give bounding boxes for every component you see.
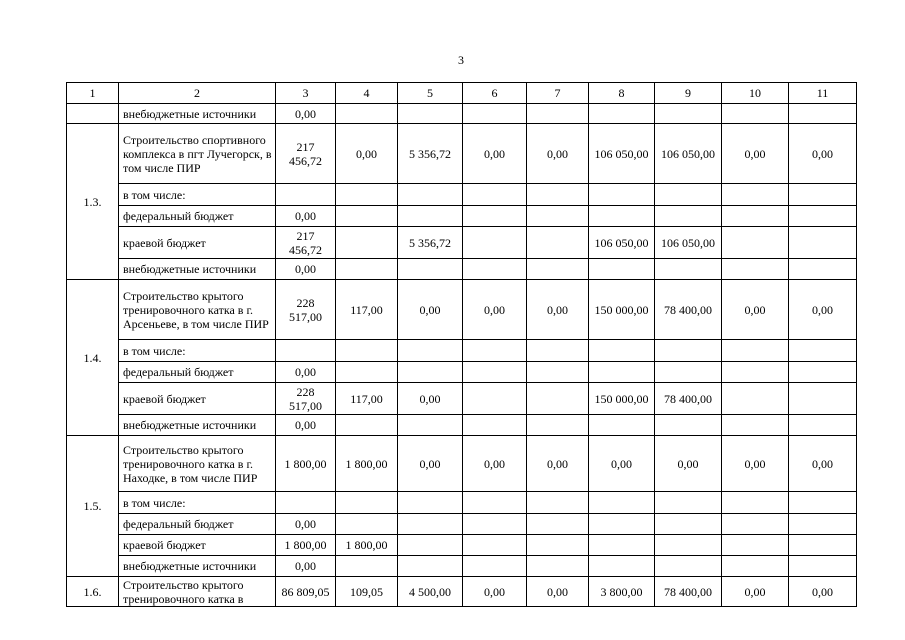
value-cell [398,362,463,383]
value-cell [398,556,463,577]
section-index: 1.6. [67,577,119,607]
value-cell: 86 809,05 [276,577,336,607]
value-cell [655,184,722,206]
value-cell [789,383,857,415]
value-cell [527,227,589,259]
value-cell: 0,00 [789,577,857,607]
value-cell [336,104,398,124]
value-cell: 78 400,00 [655,383,722,415]
value-cell: 0,00 [722,436,789,492]
value-cell [463,535,527,556]
value-cell [398,415,463,436]
funding-label: краевой бюджет [119,383,276,415]
index-cell [67,104,119,124]
value-cell: 0,00 [527,280,589,340]
value-cell [398,259,463,280]
funding-label: краевой бюджет [119,535,276,556]
value-cell: 106 050,00 [589,227,655,259]
value-cell [655,362,722,383]
value-cell: 0,00 [722,577,789,607]
section-index: 1.5. [67,436,119,577]
column-number: 2 [119,83,276,104]
value-cell [336,206,398,227]
funding-row [67,415,857,436]
value-cell: 217 456,72 [276,124,336,184]
value-cell [398,340,463,362]
value-cell [527,340,589,362]
value-cell: 0,00 [463,280,527,340]
value-cell [589,206,655,227]
value-cell [589,184,655,206]
value-cell: 150 000,00 [589,383,655,415]
column-number: 7 [527,83,589,104]
section-title-row [67,577,857,607]
including-row [67,340,857,362]
value-cell [527,535,589,556]
value-cell: 5 356,72 [398,227,463,259]
value-cell [527,415,589,436]
value-cell: 117,00 [336,280,398,340]
value-cell: 106 050,00 [655,124,722,184]
value-cell [463,104,527,124]
column-number: 6 [463,83,527,104]
value-cell [589,415,655,436]
value-cell: 78 400,00 [655,280,722,340]
value-cell: 0,00 [527,436,589,492]
value-cell [722,206,789,227]
value-cell [589,535,655,556]
value-cell [589,340,655,362]
value-cell [336,514,398,535]
value-cell: 217 456,72 [276,227,336,259]
value-cell [655,104,722,124]
value-cell [463,206,527,227]
value-cell: 0,00 [276,362,336,383]
section-index: 1.4. [67,280,119,436]
value-cell: 5 356,72 [398,124,463,184]
value-cell [527,184,589,206]
row-label: внебюджетные источники [119,104,276,124]
value-cell: 150 000,00 [589,280,655,340]
value-cell: 0,00 [722,280,789,340]
value-cell [398,535,463,556]
value-cell [655,259,722,280]
value-cell: 0,00 [398,280,463,340]
funding-row [67,535,857,556]
value-cell: 1 800,00 [276,436,336,492]
value-cell: 0,00 [722,124,789,184]
value-cell: 0,00 [276,514,336,535]
value-cell [655,556,722,577]
value-cell [589,514,655,535]
value-cell [722,415,789,436]
including-row [67,492,857,514]
value-cell [789,492,857,514]
value-cell [722,383,789,415]
section-title-row [67,436,857,492]
value-cell: 0,00 [463,436,527,492]
value-cell [463,415,527,436]
value-cell [527,383,589,415]
value-cell [589,492,655,514]
value-cell [789,514,857,535]
value-cell: 0,00 [276,556,336,577]
value-cell [336,362,398,383]
value-cell [655,492,722,514]
section-index: 1.3. [67,124,119,280]
value-cell [398,514,463,535]
column-number: 4 [336,83,398,104]
value-cell [789,184,857,206]
value-cell [527,492,589,514]
section-title: Строительство крытого тренировочного катка в [119,577,276,607]
funding-row [67,514,857,535]
value-cell [463,340,527,362]
value-cell [589,556,655,577]
value-cell: 0,00 [276,206,336,227]
funding-row [67,556,857,577]
value-cell [789,206,857,227]
value-cell: 0,00 [398,436,463,492]
value-cell [722,535,789,556]
section-title: Строительство крытого тренировочного катка в г. Находке, в том числе ПИР [119,436,276,492]
value-cell [463,514,527,535]
value-cell: 0,00 [463,577,527,607]
value-cell: 228 517,00 [276,383,336,415]
column-number-row [67,83,857,104]
value-cell: 109,05 [336,577,398,607]
funding-row [67,259,857,280]
page-number: 3 [458,53,464,67]
value-cell [336,492,398,514]
column-number: 10 [722,83,789,104]
value-cell [789,104,857,124]
value-cell [527,206,589,227]
value-cell: 0,00 [789,280,857,340]
value-cell: 0,00 [589,436,655,492]
value-cell [463,492,527,514]
section-title: Строительство спортивного комплекса в пгт Лучегорск, в том числе ПИР [119,124,276,184]
value-cell [789,227,857,259]
column-number: 8 [589,83,655,104]
value-cell [722,362,789,383]
column-number: 1 [67,83,119,104]
funding-row [67,206,857,227]
value-cell [789,259,857,280]
value-cell: 1 800,00 [276,535,336,556]
value-cell: 0,00 [276,415,336,436]
value-cell [789,362,857,383]
value-cell [336,556,398,577]
value-cell [527,556,589,577]
funding-label: федеральный бюджет [119,362,276,383]
including-row [67,184,857,206]
value-cell [463,556,527,577]
value-cell: 3 800,00 [589,577,655,607]
including-label: в том числе: [119,492,276,514]
carryover-row [67,104,857,124]
value-cell [527,362,589,383]
value-cell [527,259,589,280]
column-number: 3 [276,83,336,104]
value-cell [276,492,336,514]
value-cell: 0,00 [655,436,722,492]
value-cell [398,184,463,206]
value-cell [722,556,789,577]
section-title-row [67,280,857,340]
value-cell [336,259,398,280]
value-cell: 0,00 [276,259,336,280]
value-cell [722,184,789,206]
value-cell: 228 517,00 [276,280,336,340]
value-cell [463,227,527,259]
value-cell [398,206,463,227]
value-cell [655,340,722,362]
value-cell [655,415,722,436]
section-title-row [67,124,857,184]
value-cell [789,556,857,577]
funding-row [67,362,857,383]
value-cell: 78 400,00 [655,577,722,607]
value-cell [463,383,527,415]
funding-label: краевой бюджет [119,227,276,259]
value-cell [722,104,789,124]
value-cell: 0,00 [527,124,589,184]
budget-table [66,82,857,607]
value-cell [336,184,398,206]
value-cell: 0,00 [336,124,398,184]
funding-row [67,227,857,259]
including-label: в том числе: [119,340,276,362]
value-cell [527,104,589,124]
funding-label: федеральный бюджет [119,206,276,227]
value-cell: 0,00 [276,104,336,124]
value-cell [463,259,527,280]
value-cell [589,104,655,124]
funding-label: федеральный бюджет [119,514,276,535]
including-label: в том числе: [119,184,276,206]
column-number: 5 [398,83,463,104]
value-cell [722,514,789,535]
value-cell: 117,00 [336,383,398,415]
value-cell [463,362,527,383]
value-cell: 0,00 [398,383,463,415]
value-cell [789,535,857,556]
value-cell [527,514,589,535]
value-cell [336,227,398,259]
value-cell [398,492,463,514]
value-cell: 106 050,00 [655,227,722,259]
value-cell: 106 050,00 [589,124,655,184]
value-cell [789,415,857,436]
funding-label: внебюджетные источники [119,415,276,436]
column-number: 11 [789,83,857,104]
value-cell: 0,00 [463,124,527,184]
value-cell [276,184,336,206]
value-cell [722,492,789,514]
value-cell [722,340,789,362]
value-cell [336,415,398,436]
section-title: Строительство крытого тренировочного катка в г. Арсеньеве, в том числе ПИР [119,280,276,340]
value-cell: 0,00 [789,124,857,184]
column-number: 9 [655,83,722,104]
value-cell [722,259,789,280]
value-cell [722,227,789,259]
value-cell [276,340,336,362]
value-cell: 0,00 [527,577,589,607]
funding-row [67,383,857,415]
value-cell [589,362,655,383]
value-cell [655,514,722,535]
value-cell [789,340,857,362]
funding-label: внебюджетные источники [119,259,276,280]
value-cell: 1 800,00 [336,535,398,556]
value-cell [398,104,463,124]
funding-label: внебюджетные источники [119,556,276,577]
value-cell [655,535,722,556]
value-cell [655,206,722,227]
value-cell [463,184,527,206]
value-cell: 1 800,00 [336,436,398,492]
value-cell [589,259,655,280]
value-cell [336,340,398,362]
table-body [67,83,857,607]
value-cell: 0,00 [789,436,857,492]
value-cell: 4 500,00 [398,577,463,607]
